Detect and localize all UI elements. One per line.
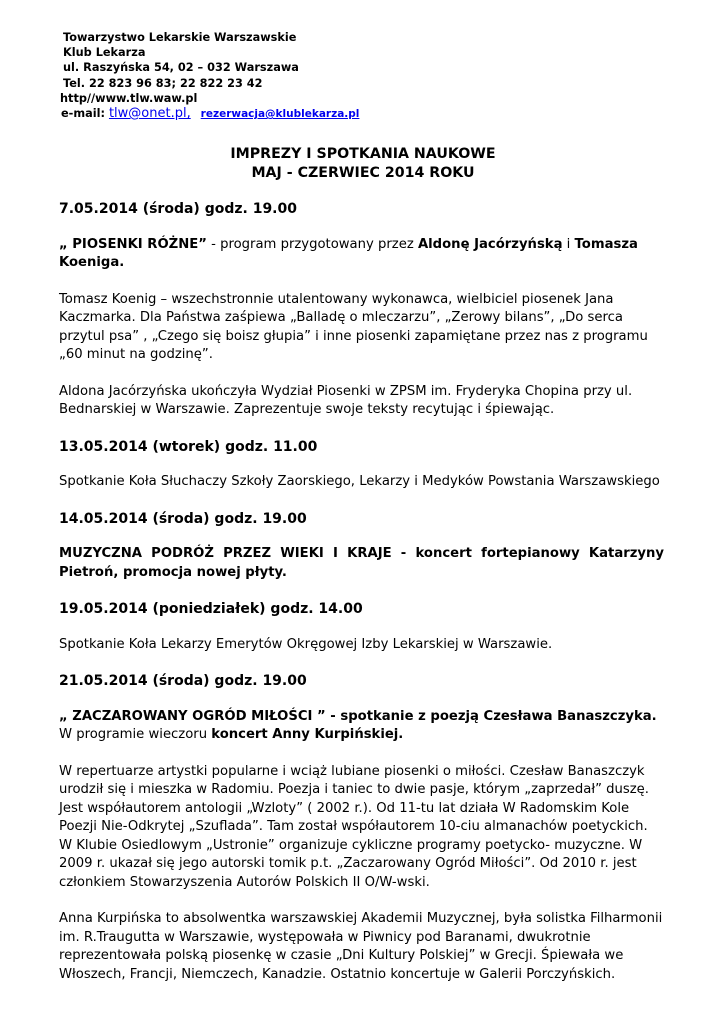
performer-name: koncert Anny Kurpińskiej. xyxy=(211,727,404,742)
event-date: 14.05.2014 (środa) godz. 19.00 xyxy=(59,510,307,527)
address: ul. Raszyńska 54, 02 – 032 Warszawa xyxy=(63,61,299,75)
email-link-tlw[interactable]: tlw@onet.pl, xyxy=(108,106,191,122)
event-title: „ ZACZAROWANY OGRÓD MIŁOŚCI ” - spotkanie z poezją Czesława Banaszczyka. xyxy=(59,708,657,724)
title-line-1: IMPREZY I SPOTKANIA NAUKOWE xyxy=(230,146,496,162)
event-date: 19.05.2014 (poniedziałek) godz. 14.00 xyxy=(59,601,363,617)
email-line xyxy=(61,106,359,122)
event-description: Anna Kurpińska to absolwentka warszawskiej Akademii Muzycznej, była solistka Filharmonii im. R.Traugutta w Warszawie, występowała w Piwnicy pod Baranami, dwukrotnie reprezentowała polską piosenkę w czasie „Dni Kultury Polskiej” w Grecji. Śpiewała we Włoszech, Francji, Niemczech, Kanadzie. Ostatnio koncertuje w Galerii Porczyńskich. xyxy=(59,911,663,982)
event-heading-text: W programie wieczoru xyxy=(59,727,212,742)
phone: Tel. 22 823 96 83; 22 822 23 42 xyxy=(63,76,263,90)
org-name: Towarzystwo Lekarskie Warszawskie xyxy=(63,31,297,44)
event-heading xyxy=(59,236,664,273)
event-list xyxy=(59,200,664,984)
document-title xyxy=(0,145,724,183)
event-heading xyxy=(59,708,664,745)
event-date: 13.05.2014 (wtorek) godz. 11.00 xyxy=(59,438,318,455)
club-name: Klub Lekarza xyxy=(63,46,146,60)
event-description: Tomasz Koenig – wszechstronnie utalentowany wykonawca, wielbiciel piosenek Jana Kaczmarka. Dla Państwa zaśpiewa „Balladę o mleczarzu”, „Zerowy bilans”, „Do serca przytul psa” , „Czego się boisz głupia” i inne piosenki zapamiętane przez nas z programu „60 minut na godzinę”. xyxy=(59,291,648,362)
email-label: e-mail: xyxy=(61,107,106,121)
event-description: Aldona Jacórzyńska ukończyła Wydział Piosenki w ZPSM im. Fryderyka Chopina przy ul. Bednarskiej w Warszawie. Zaprezentuje swoje teksty recytując i śpiewając. xyxy=(59,383,633,417)
performer-name: Aldonę Jacórzyńską xyxy=(417,236,563,252)
email-link-reservation[interactable]: rezerwacja@klublekarza.pl xyxy=(200,108,360,121)
event-heading-text: - program przygotowany przez xyxy=(206,236,418,252)
event-heading-text: i xyxy=(562,236,575,252)
event-date: 21.05.2014 (środa) godz. 19.00 xyxy=(59,673,307,689)
website: http//www.tlw.waw.pl xyxy=(60,91,198,105)
title-line-2: MAJ - CZERWIEC 2014 ROKU xyxy=(251,165,475,181)
performer-name: Tomasza Koeniga. xyxy=(59,236,638,270)
event-description: Spotkanie Koła Słuchaczy Szkoły Zaorskiego, Lekarzy i Medyków Powstania Warszawskiego xyxy=(59,474,660,489)
event-description: Spotkanie Koła Lekarzy Emerytów Okręgowej Izby Lekarskiej w Warszawie. xyxy=(59,636,553,652)
event-title: MUZYCZNA PODRÓŻ PRZEZ WIEKI I KRAJE - koncert fortepianowy Katarzyny Pietroń, promocja nowej płyty. xyxy=(59,546,664,580)
event-description: W repertuarze artystki popularne i wciąż lubiane piosenki o miłości. Czesław Banaszczyk urodził się i mieszka w Radomiu. Poezja i taniec to dwie pasje, którym „zaprzedał” duszę. Jest współautorem antologii „Wzloty” ( 2002 r.). Od 11-tu lat działa W Radomskim Kole Poezji Nie-Odkrytej „Szuflada”. Tam został współautorem 10-ciu almanachów poetyckich. W Klubie Osiedlowym „Ustronie” organizuje cykliczne programy poetycko- muzyczne. W 2009 r. ukazał się jego autorski tomik p.t. „Zaczarowany Ogród Miłości”. Od 2010 r. jest członkiem Stowarzyszenia Autorów Polskich II O/W-wski. xyxy=(59,763,649,890)
event-date: 7.05.2014 (środa) godz. 19.00 xyxy=(59,201,297,217)
event-title: „ PIOSENKI RÓŻNE” xyxy=(59,236,207,252)
letterhead xyxy=(60,30,360,122)
